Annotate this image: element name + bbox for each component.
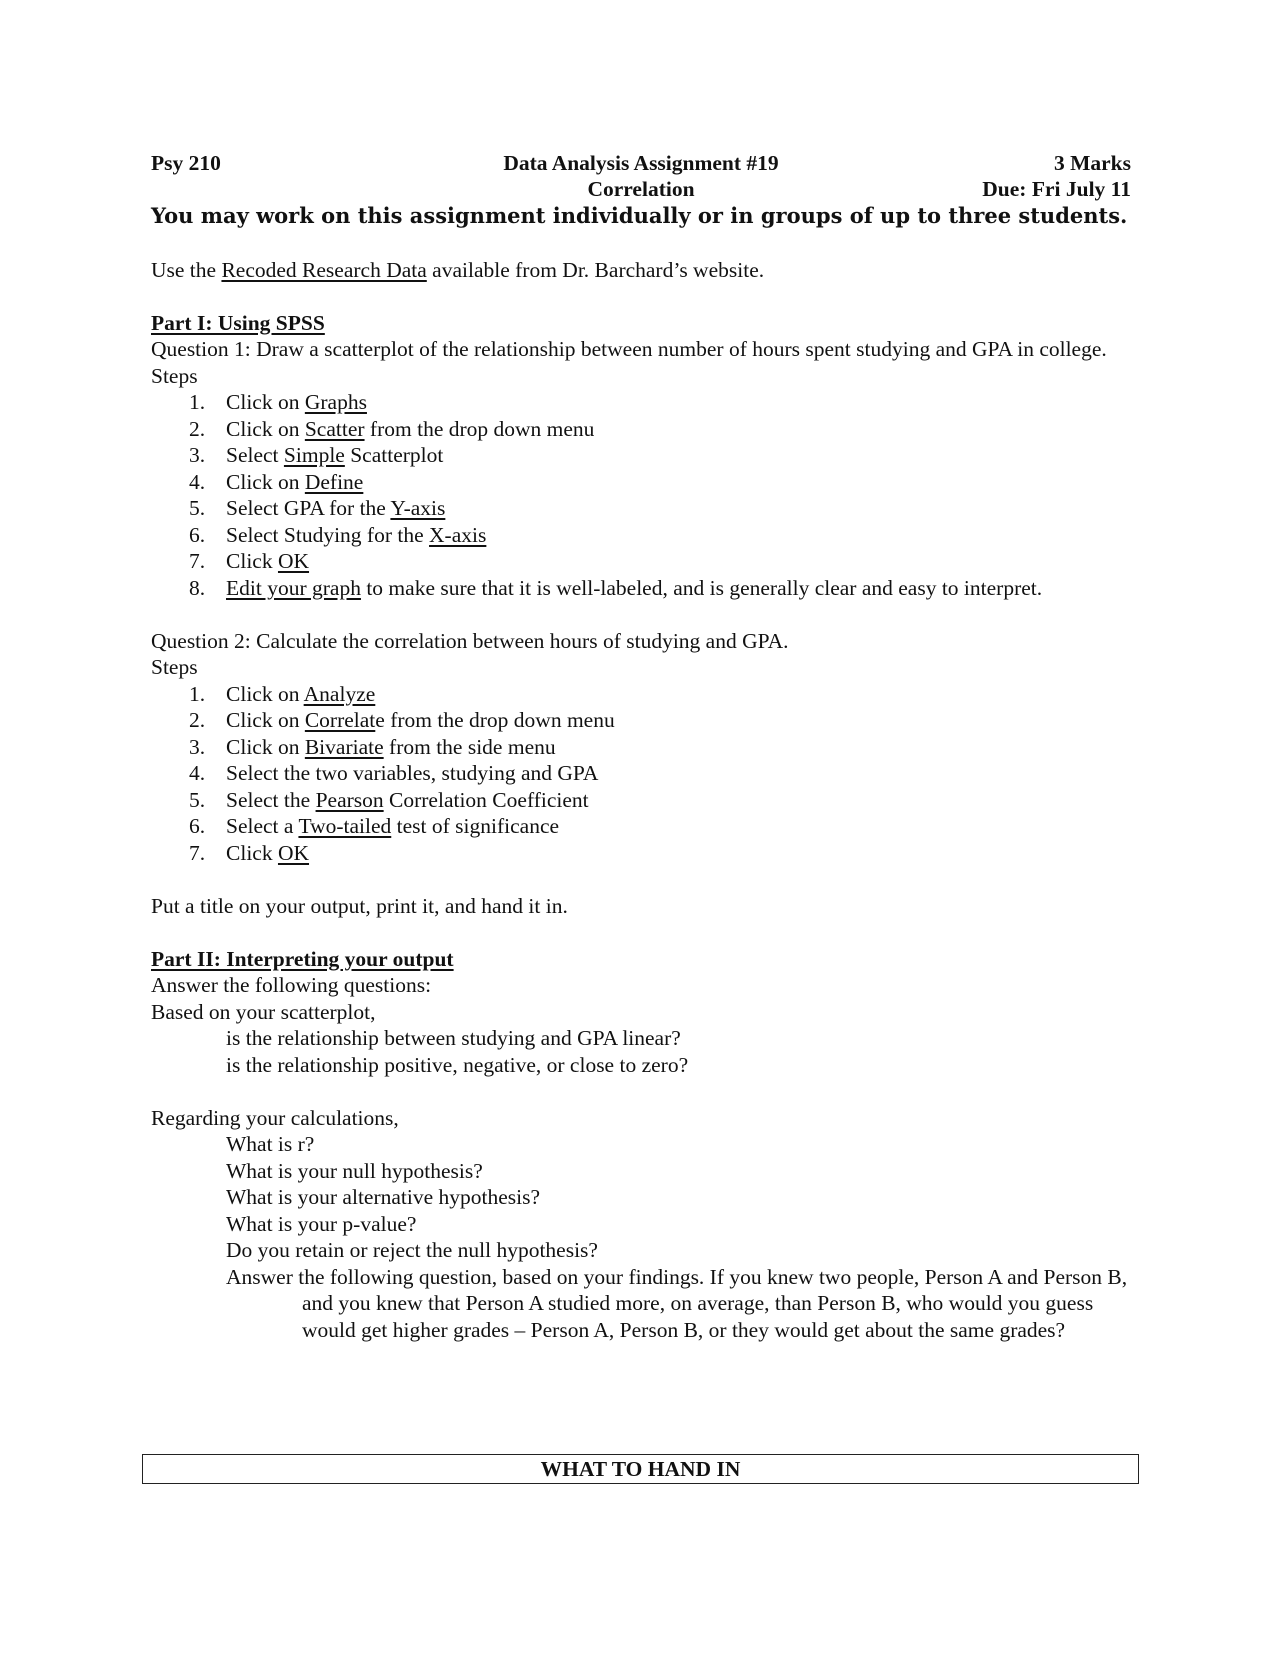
due-date: Due: Fri July 11 [982, 177, 1131, 201]
step-item [151, 495, 1131, 522]
step-menu-term: Y-axis [390, 496, 446, 520]
scatter-question: is the relationship positive, negative, or close to zero? [226, 1052, 689, 1077]
header-row-1 [151, 150, 1131, 176]
course-code: Psy 210 [151, 151, 221, 175]
step-number: 3. [189, 443, 206, 467]
assignment-subtitle: Correlation [587, 177, 695, 201]
step-number: 2. [189, 416, 206, 441]
step-number: 3. [189, 734, 206, 759]
scatter-intro: Based on your scatterplot, [151, 999, 376, 1024]
part1-heading: Part I: Using SPSS [151, 310, 325, 335]
step-menu-term: Edit your graph [226, 575, 361, 600]
group-note: You may work on this assignment individually or in groups of up to three students. [151, 203, 1128, 228]
part2-heading: Part II: Interpreting your output [151, 946, 454, 971]
step-item [151, 787, 1131, 814]
step-text: Click on [226, 681, 304, 706]
step-number: 8. [189, 575, 206, 600]
step-number: 6. [189, 522, 206, 547]
step-number: 2. [189, 708, 206, 732]
step-item [151, 548, 1131, 575]
step-text: to make sure that it is well-labeled, and is generally clear and easy to interpret. [360, 575, 1043, 600]
step-number: 1. [189, 681, 206, 706]
step-text: Click on [226, 469, 305, 494]
handin-title: WHAT TO HAND IN [540, 1457, 741, 1481]
step-text: test of significance [391, 814, 560, 838]
step-menu-term: Analyze [303, 681, 376, 706]
q1-steps-list [151, 389, 1131, 601]
step-menu-term: Two-tailed [298, 814, 392, 838]
calc-question: What is your null hypothesis? [226, 1158, 483, 1183]
part1-closing: Put a title on your output, print it, and hand it in. [151, 893, 568, 918]
data-link[interactable]: Recoded Research Data [221, 257, 427, 282]
q2-steps-label: Steps [151, 655, 198, 679]
step-menu-term: OK [277, 549, 310, 573]
step-text: Select Studying for the [226, 522, 430, 547]
step-menu-term: Scatter [304, 416, 365, 441]
step-menu-term: Correlat [304, 708, 376, 732]
step-text: Click [226, 549, 278, 573]
step-item [151, 681, 1131, 708]
calc-intro: Regarding your calculations, [151, 1105, 399, 1130]
calc-question: Do you retain or reject the null hypothesis? [226, 1238, 598, 1262]
step-number: 5. [189, 787, 206, 812]
step-menu-term: Define [304, 469, 364, 494]
step-number: 4. [189, 761, 206, 785]
step-text: Click on [226, 390, 305, 414]
step-item [151, 522, 1131, 549]
header-row-2 [151, 176, 1131, 202]
marks-label: 3 Marks [1053, 151, 1131, 175]
step-number: 7. [189, 840, 206, 865]
step-text: Correlation Coefficient [383, 787, 589, 812]
step-number: 1. [189, 390, 206, 414]
step-item [151, 416, 1131, 443]
step-number: 4. [189, 469, 206, 494]
step-text: Select the two variables, studying and GPA [226, 761, 599, 785]
step-item [151, 575, 1131, 602]
step-menu-term: OK [277, 840, 310, 865]
step-text: Click [226, 840, 278, 865]
calc-question: What is your alternative hypothesis? [226, 1185, 541, 1209]
step-text: Select the [226, 787, 316, 812]
step-item [151, 760, 1131, 787]
step-item [151, 389, 1131, 416]
q2-steps-list [151, 681, 1131, 867]
q1-steps-label: Steps [151, 363, 198, 388]
step-text: Click on [226, 708, 305, 732]
step-menu-term: Graphs [304, 390, 367, 414]
step-item [151, 469, 1131, 496]
step-number: 5. [189, 496, 206, 520]
assignment-title: Data Analysis Assignment #19 [503, 151, 779, 175]
question-1: Question 1: Draw a scatterplot of the relationship between number of hours spent studying and GPA in college. [151, 337, 1107, 361]
scatter-question: is the relationship between studying and GPA linear? [226, 1026, 681, 1050]
step-item [151, 442, 1131, 469]
step-text: from the side menu [383, 734, 556, 759]
question-2: Question 2: Calculate the correlation between hours of studying and GPA. [151, 628, 789, 653]
step-text: Click on [226, 416, 305, 441]
step-text: Select a [226, 814, 299, 838]
step-text: Select [226, 443, 284, 467]
intro-paragraph: Use the Recoded Research Data available from Dr. Barchard’s website. [151, 257, 765, 282]
step-menu-term: Bivariate [304, 734, 384, 759]
step-menu-term: Pearson [315, 787, 384, 812]
step-text: Click on [226, 734, 305, 759]
document-page [151, 150, 1131, 1343]
final-question: Answer the following question, based on your findings. If you knew two people, Person A and Person B, and you knew that Person A studied more, on average, than Person B, who would you guess would get higher grades – Person A, Person B, or they would get about the same grades? [226, 1264, 1128, 1342]
step-item [151, 734, 1131, 761]
step-number: 6. [189, 814, 206, 838]
step-text: Scatterplot [344, 443, 444, 467]
handin-box [142, 1454, 1139, 1484]
step-item [151, 840, 1131, 867]
step-number: 7. [189, 549, 206, 573]
step-text: Select GPA for the [226, 496, 391, 520]
step-text: e from the drop down menu [375, 708, 615, 732]
step-text: from the drop down menu [364, 416, 595, 441]
answer-line: Answer the following questions: [151, 973, 432, 997]
step-menu-term: X-axis [429, 522, 487, 547]
calc-question: What is r? [226, 1132, 315, 1156]
step-menu-term: Simple [283, 443, 345, 467]
step-item [151, 813, 1131, 840]
step-item [151, 707, 1131, 734]
calc-question: What is your p-value? [226, 1211, 417, 1236]
